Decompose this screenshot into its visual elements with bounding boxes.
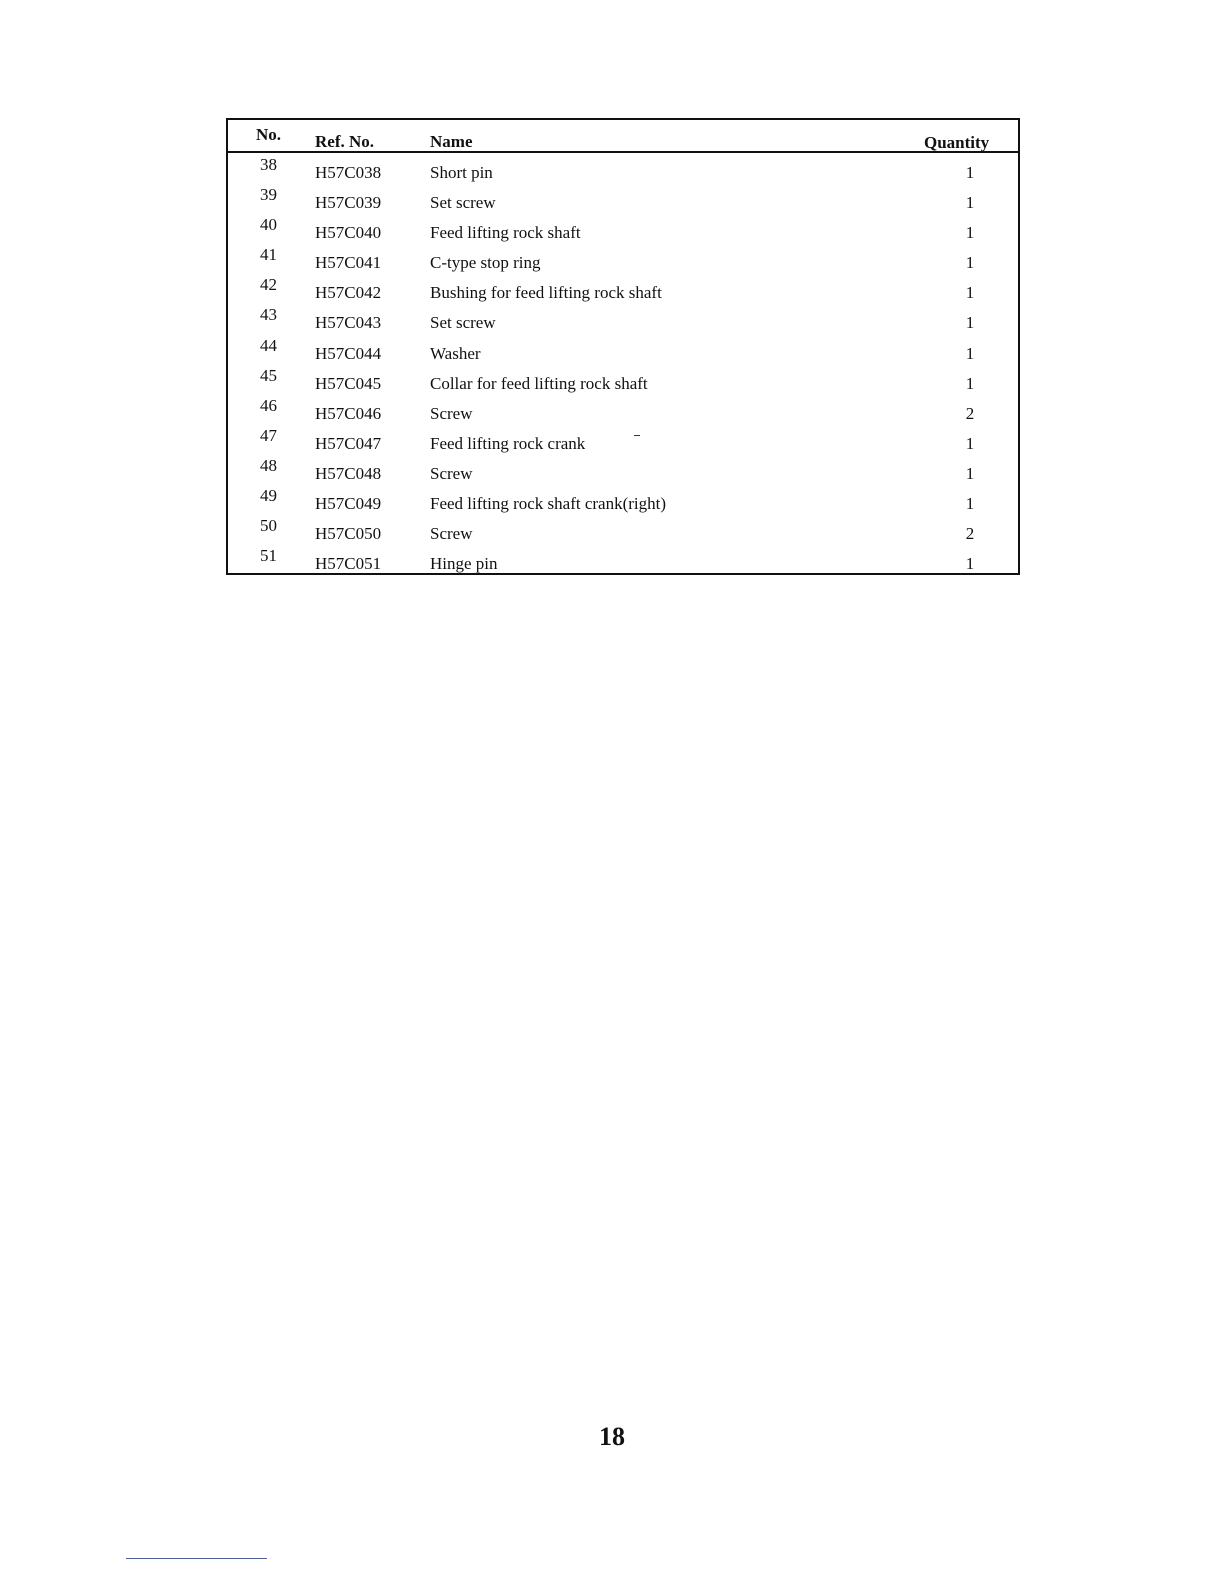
header-name: Name: [430, 132, 473, 151]
cell-ref-no: H57C047: [315, 433, 382, 453]
cell-no: 49: [260, 486, 277, 506]
cell-ref-no: H57C040: [315, 223, 382, 243]
cell-quantity: 2: [965, 403, 975, 423]
page-number: 18: [599, 1422, 625, 1451]
table-row: [228, 243, 1018, 273]
cell-ref-no: H57C049: [315, 494, 382, 514]
table-header: [228, 120, 1018, 153]
table-row: [228, 213, 1018, 243]
cell-ref-no: H57C048: [315, 463, 382, 483]
cell-ref-no: H57C043: [315, 313, 382, 333]
cell-ref-no: H57C045: [315, 373, 382, 393]
cell-ref-no: H57C051: [315, 554, 382, 574]
cell-name: Washer: [430, 343, 481, 363]
cell-name: Feed lifting rock shaft: [430, 223, 581, 243]
cell-quantity: 1: [965, 554, 975, 574]
cell-quantity: 1: [965, 313, 975, 333]
cell-name: Set screw: [430, 313, 496, 333]
cell-name: Screw: [430, 524, 473, 544]
cell-ref-no: H57C050: [315, 524, 382, 544]
cell-no: 45: [260, 365, 277, 385]
table-row: [228, 454, 1018, 484]
table-row: [228, 514, 1018, 544]
cell-quantity: 1: [965, 433, 975, 453]
cell-no: 40: [260, 215, 277, 235]
header-no: No.: [256, 125, 282, 144]
table-row: [228, 334, 1018, 364]
cell-name: Set screw: [430, 193, 496, 213]
cell-no: 50: [260, 516, 277, 536]
cell-quantity: 1: [965, 253, 975, 273]
table-body: [228, 153, 1018, 574]
cell-name: Feed lifting rock crank: [430, 433, 586, 453]
cell-name: Collar for feed lifting rock shaft: [430, 373, 648, 393]
table-row: [228, 273, 1018, 303]
cell-name: Feed lifting rock shaft crank(right): [430, 494, 667, 514]
cell-name: Screw: [430, 403, 473, 423]
cell-no: 51: [260, 546, 277, 566]
cell-ref-no: H57C044: [315, 343, 382, 363]
cell-no: 47: [260, 425, 277, 445]
cell-no: 43: [260, 305, 277, 325]
cell-name: Hinge pin: [430, 554, 498, 574]
cell-quantity: 1: [965, 463, 975, 483]
table-row: [228, 303, 1018, 333]
cell-ref-no: H57C039: [315, 193, 382, 213]
cell-name: Bushing for feed lifting rock shaft: [430, 283, 662, 303]
stray-mark: [634, 435, 640, 436]
cell-name: Screw: [430, 463, 473, 483]
cell-no: 38: [260, 155, 277, 174]
cell-quantity: 1: [965, 494, 975, 514]
table-row: [228, 153, 1018, 183]
cell-name: C-type stop ring: [430, 253, 541, 273]
table-row: [228, 394, 1018, 424]
header-ref-no: Ref. No.: [315, 132, 375, 151]
cell-quantity: 1: [965, 283, 975, 303]
table-row: [228, 424, 1018, 454]
cell-no: 42: [260, 275, 277, 295]
cell-quantity: 1: [965, 193, 975, 213]
cell-no: 46: [260, 395, 277, 415]
cell-ref-no: H57C046: [315, 403, 382, 423]
table-row: [228, 544, 1018, 574]
footer-link-line: [126, 1558, 267, 1559]
cell-quantity: 1: [965, 343, 975, 363]
cell-quantity: 2: [965, 524, 975, 544]
cell-quantity: 1: [965, 223, 975, 243]
cell-ref-no: H57C042: [315, 283, 382, 303]
cell-no: 39: [260, 185, 277, 205]
cell-quantity: 1: [965, 373, 975, 393]
cell-no: 41: [260, 245, 277, 265]
parts-table: [226, 118, 1020, 575]
cell-no: 44: [260, 335, 277, 355]
table-row: [228, 484, 1018, 514]
cell-ref-no: H57C041: [315, 253, 382, 273]
table-row: [228, 183, 1018, 213]
cell-no: 48: [260, 455, 277, 475]
header-quantity: Quantity: [924, 133, 990, 152]
cell-quantity: 1: [965, 163, 975, 182]
cell-name: Short pin: [430, 163, 493, 182]
table-row: [228, 364, 1018, 394]
cell-ref-no: H57C038: [315, 163, 382, 182]
